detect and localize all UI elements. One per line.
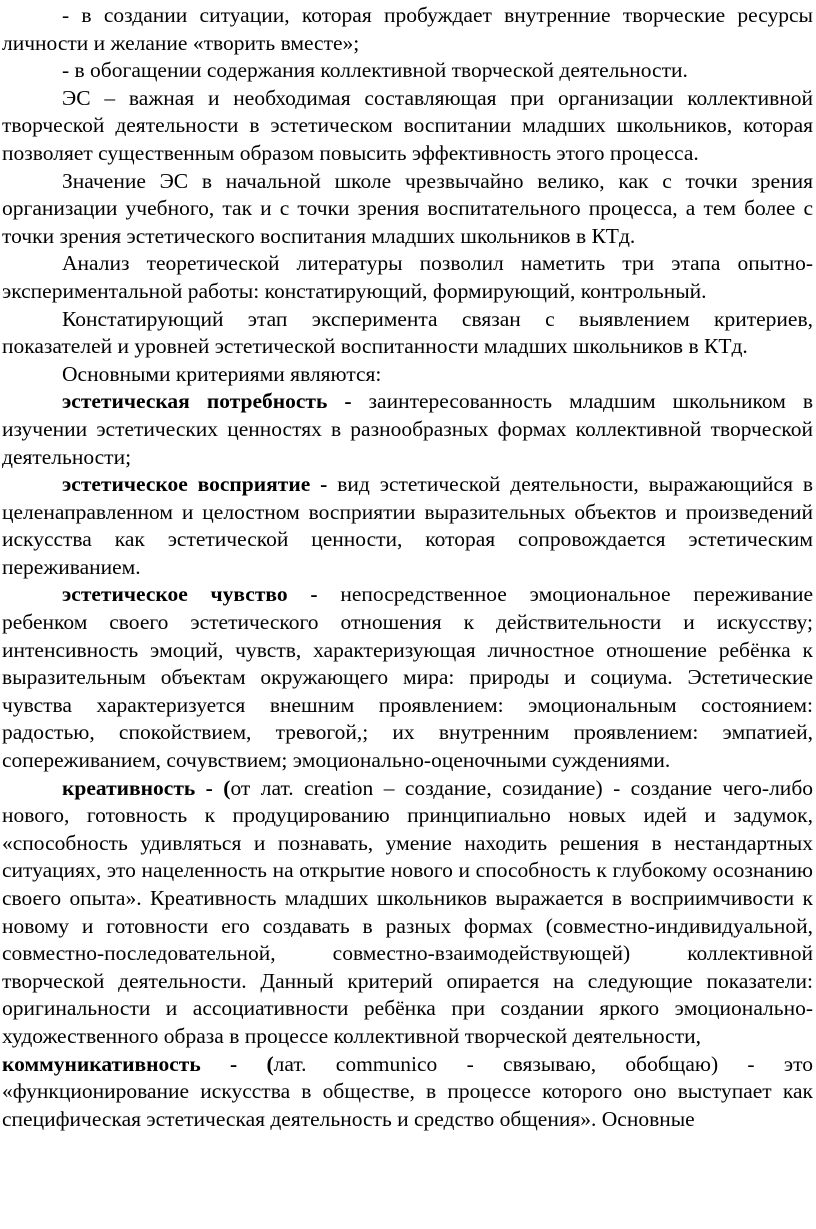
paragraph-es-importance: [2, 85, 813, 168]
paragraph-text: Значение ЭС в начальной школе чрезвычайно велико, как с точки зрения организации учебного, так и с точки зрения воспитательного процесса, а тем более с точки зрения эстетического воспитания младших школьников в КТд.: [2, 168, 813, 248]
paragraph-text: непосредственное эмоциональное переживание ребенком своего эстетического отношения к действительности и искусству; интенсивность эмоций, чувств, характеризующая личностное отношение ребёнка к выразительным объектам окружающего мира: природы и социума. Эстетические чувства характеризуется внешним проявлением: эмоциональным состоянием: радостью, спокойствием, тревогой,; их внутренним проявлением: эмпатией, сопереживанием, сочувствием; эмоционально-оценочными суждениями.: [2, 582, 814, 773]
paragraph-text: ЭС – важная и необходимая составляющая при организации коллективной творческой деятельности в эстетическом воспитании младших школьников, которая позволяет существенным образом повысить эффективность этого процесса.: [2, 85, 813, 165]
term-aesthetic-need: эстетическая потребность -: [62, 389, 352, 414]
paragraph-text: - в обогащении содержания коллективной творческой деятельности.: [62, 58, 688, 83]
paragraph-aesthetic-feeling: [2, 581, 813, 774]
term-aesthetic-feeling: эстетическое чувство -: [62, 582, 318, 607]
paragraph-aesthetic-need: [2, 388, 813, 471]
paragraph-es-significance: [2, 168, 813, 251]
paragraph-text: вид эстетической деятельности, выражающийся в целенаправленном и целостном восприятии выразительных объектов и произведений искусства как эстетической ценности, которая сопровождается эстетическим переживанием.: [2, 472, 813, 579]
paragraph-ascertaining-stage: [2, 306, 813, 361]
paragraph-literature-analysis: [2, 250, 813, 305]
paragraph-text: лат. communico - связываю, обобщаю) - это «функционирование искусства в обществе, в процессе которого оно выступает как специфическая эстетическая деятельность и средство общения». Основные: [2, 1051, 813, 1131]
paragraph-creativity: [2, 775, 813, 1051]
paragraph-criteria-intro: [2, 361, 813, 389]
term-creativity: креативность - (: [62, 775, 231, 800]
paragraph-text: - в создании ситуации, которая пробуждает внутренние творческие ресурсы личности и желание «творить вместе»;: [2, 3, 813, 55]
term-aesthetic-perception: эстетическое восприятие -: [62, 472, 328, 497]
paragraph-text: от лат. creation – создание, созидание) - создание чего-либо нового, готовность к продуцированию принципиально новых идей и задумок, «способность удивляться и познавать, умение находить решения в нестандартных ситуациях, это нацеленность на открытие нового и способность к глубокому осознанию своего опыта». Креативность младших школьников выражается в восприимчивости к новому и готовности его создавать в разных формах (совместно-индивидуальной, совместно-последовательной, совместно-взаимодействующей) коллективной творческой деятельности. Данный критерий опирается на следующие показатели: оригинальности и ассоциативности ребёнка при создании яркого эмоционально-художественного образа в процессе коллективной творческой деятельности,: [2, 775, 814, 1048]
paragraph-text: Констатирующий этап эксперимента связан с выявлением критериев, показателей и уровней эстетической воспитанности младших школьников в КТд.: [2, 306, 813, 359]
paragraph-communicativeness: [2, 1051, 813, 1134]
paragraph-text: Анализ теоретической литературы позволил наметить три этапа опытно-экспериментальной работы: констатирующий, формирующий, контрольный.: [2, 251, 813, 303]
paragraph-aesthetic-perception: [2, 471, 813, 581]
term-communicativeness: коммуникативность - (: [2, 1051, 274, 1076]
paragraph-text: Основными критериями являются:: [62, 361, 382, 386]
paragraph-text: заинтересованность младшим школьником в изучении эстетических ценностях в разнообразных формах коллективной творческой деятельности;: [2, 389, 813, 469]
paragraph-enriching-content: [2, 57, 813, 85]
paragraph-creating-situation: [2, 2, 813, 57]
